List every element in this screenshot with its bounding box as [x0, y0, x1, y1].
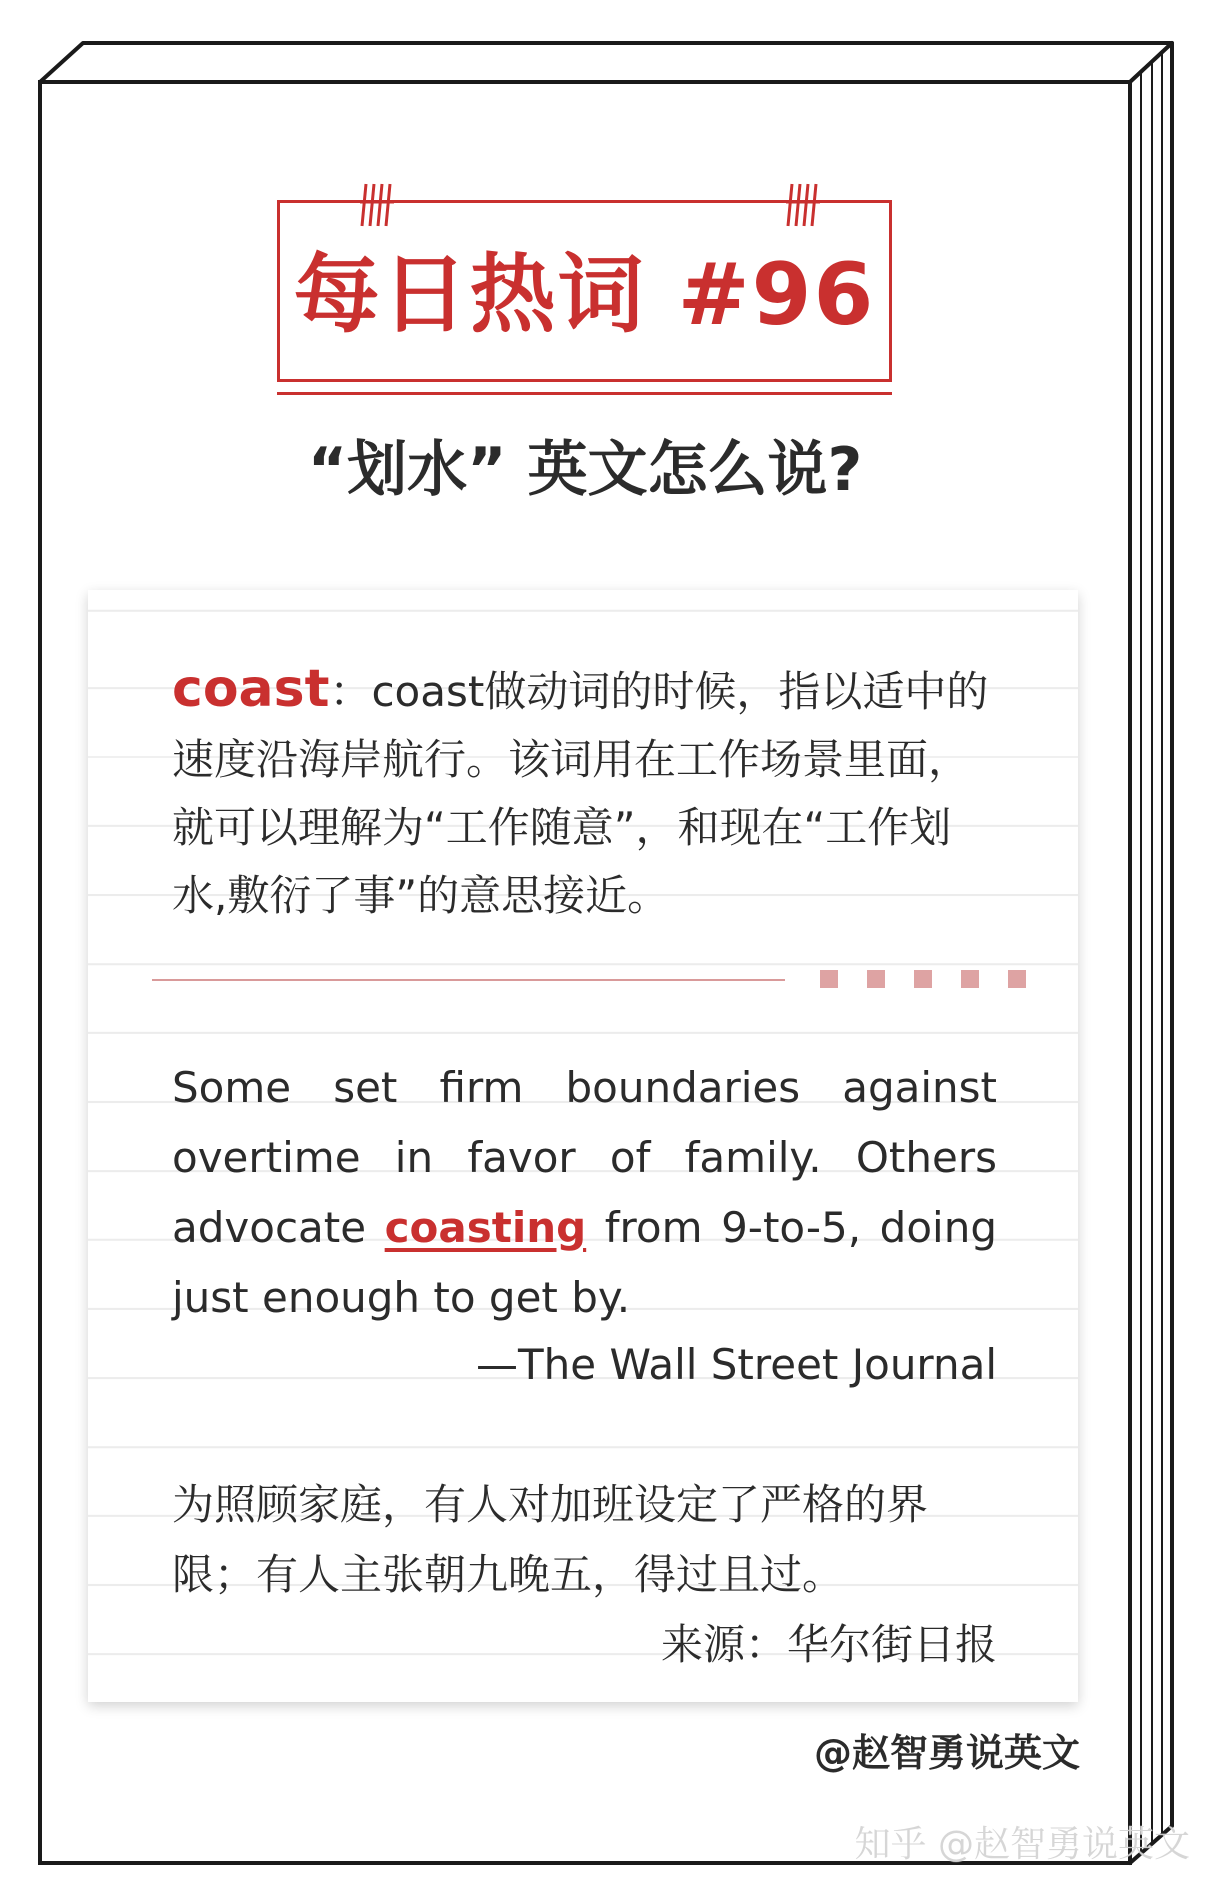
- example-sentence: [172, 1053, 997, 1333]
- definition-keyword: coast: [172, 659, 330, 719]
- title-underline: [277, 392, 892, 395]
- divider-dots: [820, 970, 1035, 988]
- binder-clip-icon: [356, 182, 396, 228]
- example-keyword: coasting: [384, 1203, 587, 1252]
- platform-watermark: 知乎 @赵智勇说英文: [854, 1824, 1190, 1865]
- section-divider: [152, 979, 785, 981]
- example-text-after: from 9-to-5, doing just enough to get by.: [172, 1203, 997, 1322]
- author-watermark: @赵智勇说英文: [813, 1731, 1080, 1775]
- example-text-before: Some set firm boundaries against overtime in favor of family. Others advocate: [172, 1063, 997, 1252]
- translation-paragraph: 为照顾家庭，有人对加班设定了严格的界限；有人主张朝九晚五，得过且过。: [172, 1480, 929, 1599]
- definition-paragraph: [172, 655, 997, 930]
- definition-text: coast做动词的时候，指以适中的速度沿海岸航行。该词用在工作场景里面，就可以理解为“工作随意”，和现在“工作划水,敷衍了事”的意思接近。: [172, 667, 989, 920]
- divider-dot: [867, 970, 885, 988]
- definition-separator: ：: [329, 667, 372, 716]
- translation-source: 来源：华尔街日报: [660, 1620, 997, 1669]
- page-subtitle: “划水” 英文怎么说?: [307, 435, 863, 505]
- binder-clip-icon: [782, 182, 822, 228]
- page-title: 每日热词 #96: [293, 245, 876, 345]
- divider-dot: [961, 970, 979, 988]
- divider-dot: [1008, 970, 1026, 988]
- divider-dot: [820, 970, 838, 988]
- divider-dot: [914, 970, 932, 988]
- example-source: —The Wall Street Journal: [476, 1340, 997, 1389]
